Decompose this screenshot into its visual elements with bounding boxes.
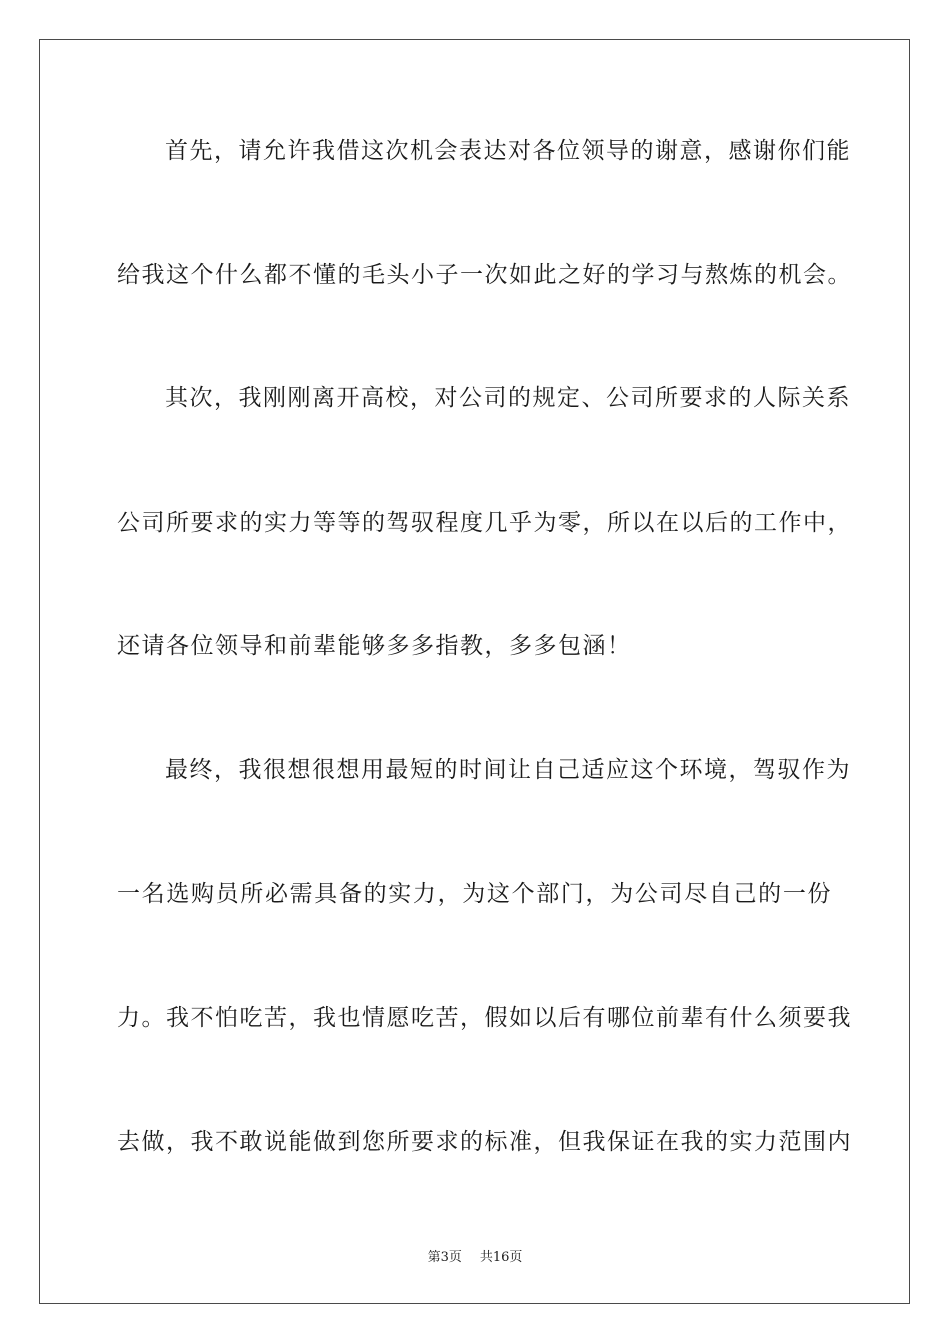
paragraph-line: 首先，请允许我借这次机会表达对各位领导的谢意，感谢你们能 — [165, 138, 851, 164]
paragraph-line: 其次，我刚刚离开高校，对公司的规定、公司所要求的人际关系 — [165, 385, 851, 411]
paragraph-line: 还请各位领导和前辈能够多多指教，多多包涵！ — [117, 633, 632, 659]
paragraph-line: 最终，我很想很想用最短的时间让自己适应这个环境，驾驭作为 — [165, 757, 851, 783]
page-number: 第3页 — [427, 1250, 462, 1265]
page-total: 共16页 — [479, 1250, 523, 1265]
paragraph-line: 去做，我不敢说能做到您所要求的标准，但我保证在我的实力范围内 — [117, 1129, 852, 1155]
page-border — [39, 39, 910, 1304]
paragraph-line: 公司所要求的实力等等的驾驭程度几乎为零，所以在以后的工作中， — [117, 510, 852, 536]
paragraph-line: 给我这个什么都不懂的毛头小子一次如此之好的学习与熬炼的机会。 — [117, 262, 852, 288]
page-footer — [0, 1246, 950, 1265]
paragraph-line: 一名选购员所必需具备的实力，为这个部门，为公司尽自己的一份 — [117, 881, 832, 907]
paragraph-line: 力。我不怕吃苦，我也情愿吃苦，假如以后有哪位前辈有什么须要我 — [117, 1005, 852, 1031]
